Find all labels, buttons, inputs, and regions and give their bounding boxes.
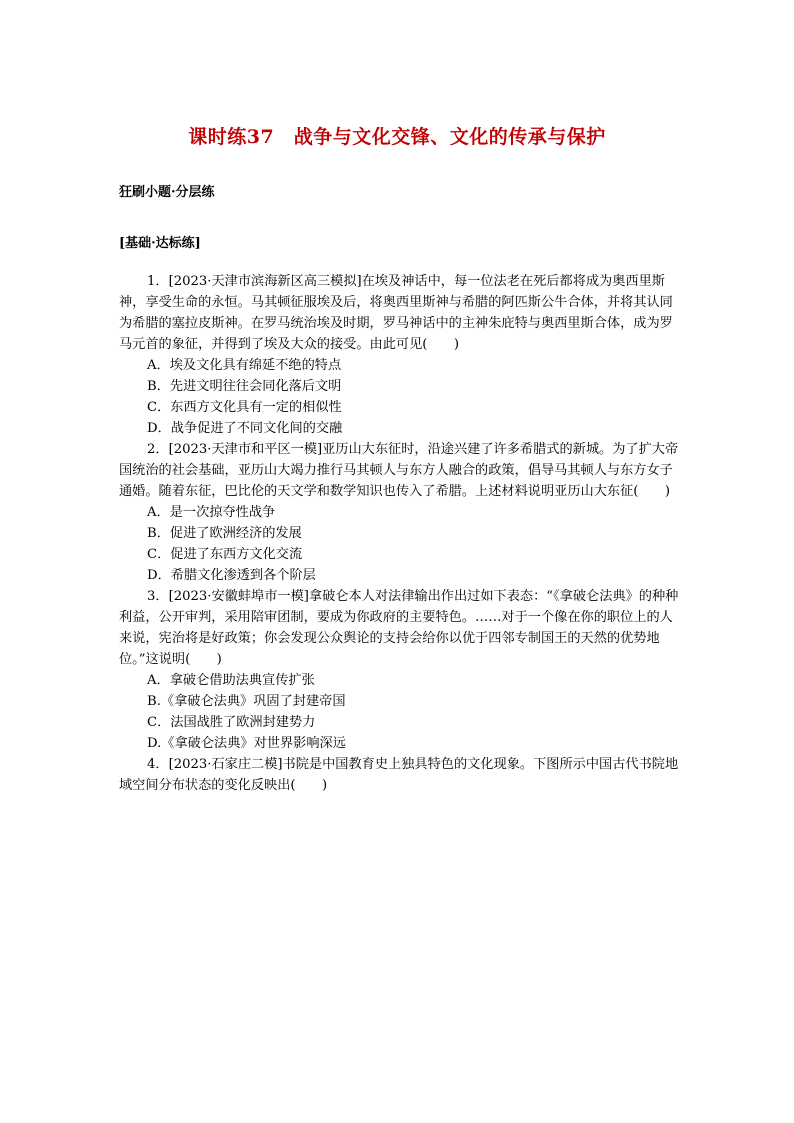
question-stem: 4．[2023·石家庄二模]书院是中国教育史上独具特色的文化现象。下图所示中国古代书院地域空间分布状态的变化反映出( ) (119, 757, 679, 793)
question-2 (119, 439, 679, 586)
option-d: D.《拿破仑法典》对世界影响深远 (147, 736, 346, 751)
option-a: A．是一次掠夺性战争 (147, 505, 276, 520)
option-d: D．希腊文化渗透到各个阶层 (147, 568, 316, 583)
question-stem: 2．[2023·天津市和平区一模]亚历山大东征时，沿途兴建了许多希腊式的新城。为了扩大帝国统治的社会基础，亚历山大竭力推行马其顿人与东方人融合的政策，倡导马其顿人与东方女子通婚。随着东征，巴比伦的天文学和数学知识也传入了希腊。上述材料说明亚历山大东征( ) (119, 442, 679, 499)
option-c: C．法国战胜了欧洲封建势力 (147, 715, 316, 730)
option-a: A．埃及文化具有绵延不绝的特点 (147, 358, 342, 373)
option-a: A．拿破仑借助法典宣传扩张 (147, 673, 315, 688)
option-c: C．促进了东西方文化交流 (147, 547, 303, 562)
option-b: B．促进了欧洲经济的发展 (147, 526, 302, 541)
question-stem: 1．[2023·天津市滨海新区高三模拟]在埃及神话中，每一位法老在死后都将成为奥西里斯神，享受生命的永恒。马其顿征服埃及后，将奥西里斯神与希腊的阿匹斯公牛合体，并将其认同为希腊的塞拉皮斯神。在罗马统治埃及时期，罗马神话中的主神朱庇特与奥西里斯合体，成为罗马元首的象征，并得到了埃及大众的接受。由此可见( ) (119, 274, 673, 352)
question-stem: 3．[2023·安徽蚌埠市一模]拿破仑本人对法律输出作出过如下表态：“《拿破仑法典》的种种利益，公开审判，采用陪审团制，要成为你政府的主要特色。……对于一个像在你的职位上的人来说，宪治将是好政策；你会发现公众舆论的支持会给你以优于四邻专制国王的天然的优势地位。”这说明( ) (119, 589, 679, 667)
section-heading-main: 狂刷小题·分层练 (119, 185, 215, 200)
question-3 (119, 586, 679, 754)
section-heading-sub: [基础·达标练] (119, 236, 201, 251)
option-d: D．战争促进了不同文化间的交融 (147, 421, 343, 436)
option-b: B.《拿破仑法典》巩固了封建帝国 (147, 694, 346, 709)
question-4 (119, 754, 679, 796)
question-list (119, 271, 679, 796)
option-b: B．先进文明往往会同化落后文明 (147, 379, 342, 394)
option-c: C．东西方文化具有一定的相似性 (147, 400, 342, 415)
page-title: 课时练37 战争与文化交锋、文化的传承与保护 (188, 126, 606, 148)
question-1 (119, 271, 679, 439)
